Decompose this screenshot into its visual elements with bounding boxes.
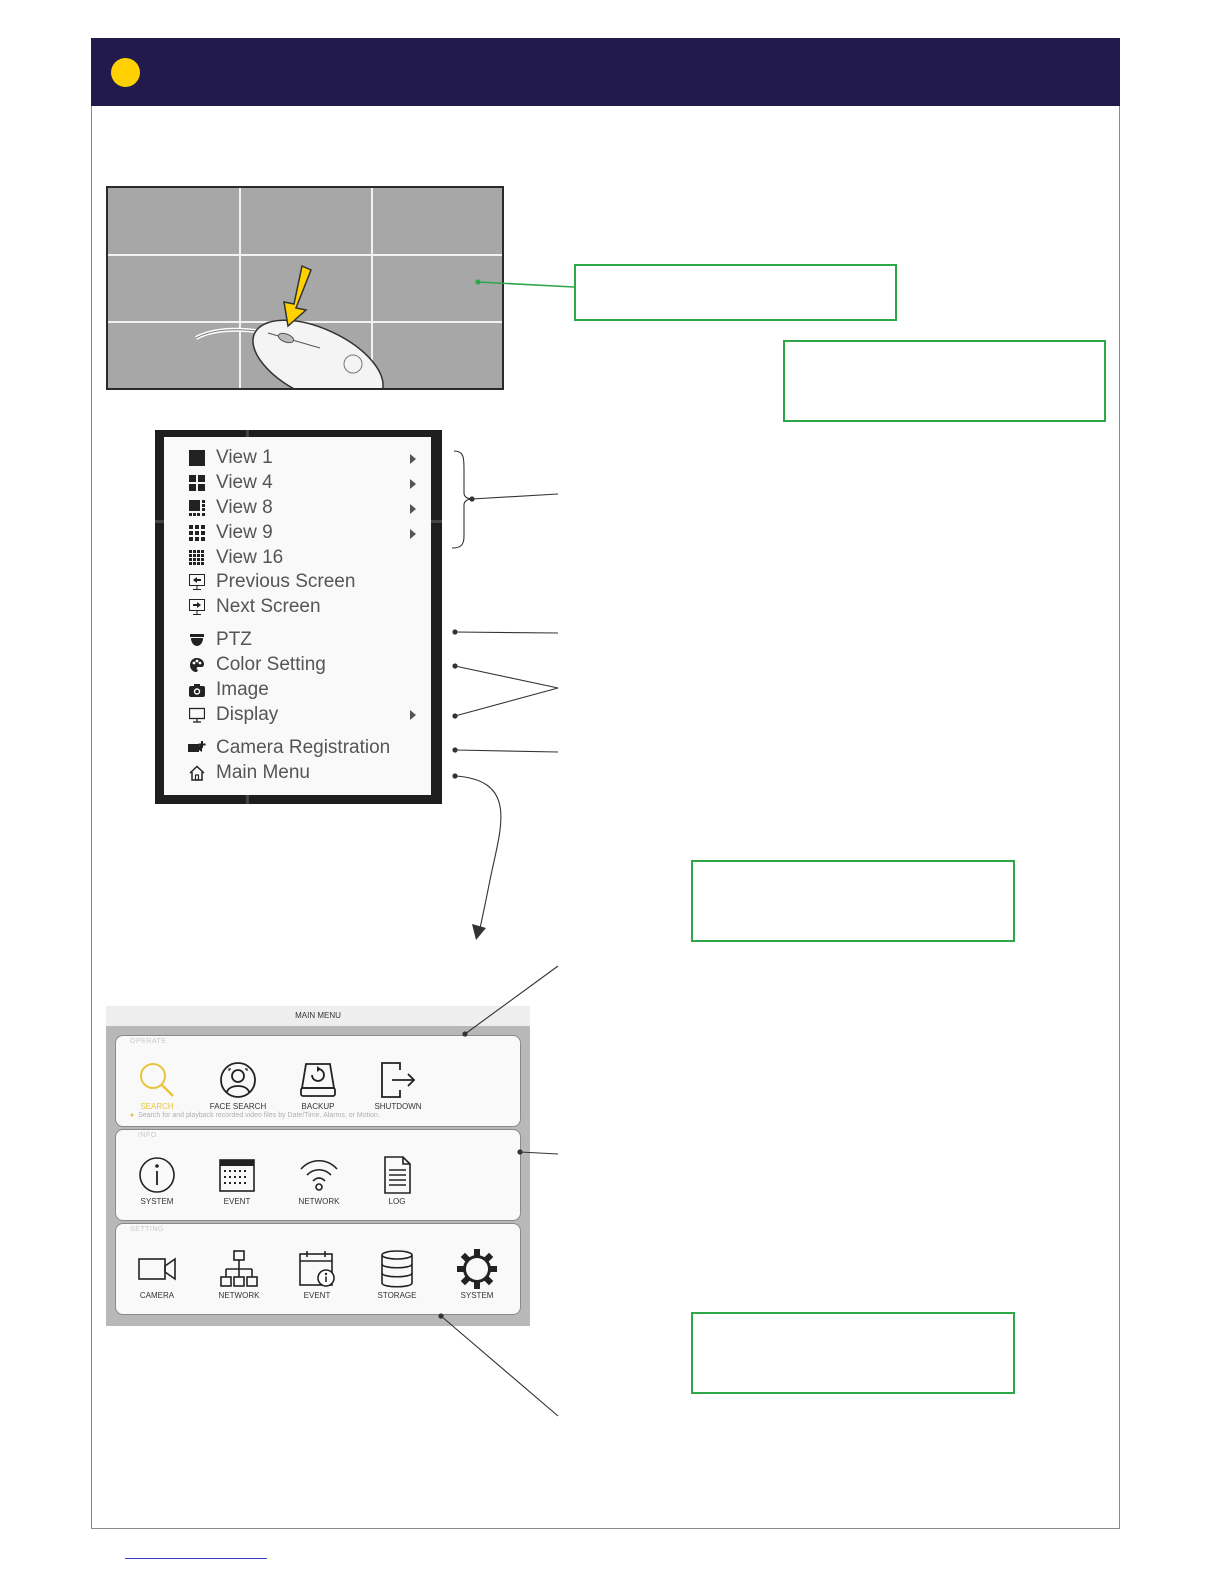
menu-item-main-menu[interactable]: Main Menu [188,761,310,785]
previous-screen-icon [188,573,206,591]
setting-section-label: SETTING [130,1226,164,1233]
tile-shutdown[interactable]: SHUTDOWN [363,1060,433,1111]
tile-setting-storage[interactable]: STORAGE [362,1249,432,1300]
menu-item-camera-registration[interactable]: Camera Registration [188,736,390,760]
footer-link-underline [125,1558,267,1559]
home-icon [188,764,206,782]
tile-setting-system[interactable]: SYSTEM [442,1249,512,1300]
tile-setting-camera[interactable]: CAMERA [122,1249,192,1300]
menu-item-view-4[interactable]: View 4 [188,471,273,495]
tile-face-search[interactable]: FACE SEARCH [203,1060,273,1111]
menu-item-view-16[interactable]: View 16 [188,546,283,570]
calendar-icon [217,1155,257,1195]
grid-16-icon [188,549,206,567]
tile-info-log[interactable]: LOG [362,1155,432,1206]
search-icon [137,1060,177,1100]
grid-9-icon [188,524,206,542]
submenu-arrow-icon [410,710,416,720]
tile-search[interactable]: SEARCH [122,1060,192,1111]
main-menu-title: MAIN MENU [106,1006,530,1026]
camera-registration-icon [188,739,206,757]
info-icon [137,1155,177,1195]
menu-item-view-9[interactable]: View 9 [188,521,273,545]
callout-box-settings [691,1312,1015,1394]
info-section-label: INFO [138,1132,157,1139]
monitor-icon [188,706,206,724]
step-dot [111,58,140,87]
menu-item-color-setting[interactable]: Color Setting [188,653,326,677]
tile-info-system[interactable]: SYSTEM [122,1155,192,1206]
lightbulb-icon: ● [130,1112,135,1119]
menu-item-previous-screen[interactable]: Previous Screen [188,570,355,594]
network-tree-icon [219,1249,259,1289]
mouse-illustration [108,188,504,390]
menu-item-display[interactable]: Display [188,703,278,727]
callout-box-right-click [574,264,897,321]
submenu-arrow-icon [410,454,416,464]
event-calendar-icon [297,1249,337,1289]
menu-item-ptz[interactable]: PTZ [188,628,252,652]
database-icon [377,1249,417,1289]
document-icon [377,1155,417,1195]
camera-grid-screen[interactable] [106,186,504,390]
search-hint: ● Search for and playback recorded video files by Date/Time, Alarms, or Motion. [130,1112,380,1119]
menu-item-image[interactable]: Image [188,678,269,702]
callout-box-menu [783,340,1106,422]
header-bar [91,38,1120,106]
callout-box-main-menu [691,860,1015,942]
palette-icon [188,656,206,674]
next-screen-icon [188,598,206,616]
backup-icon [298,1060,338,1100]
shutdown-icon [378,1060,418,1100]
video-camera-icon [137,1249,177,1289]
tile-setting-network[interactable]: NETWORK [204,1249,274,1300]
tile-info-event[interactable]: EVENT [202,1155,272,1206]
tile-setting-event[interactable]: EVENT [282,1249,352,1300]
grid-4-icon [188,474,206,492]
submenu-arrow-icon [410,504,416,514]
menu-item-view-1[interactable]: View 1 [188,446,273,470]
grid-8-icon [188,499,206,517]
camera-icon [188,681,206,699]
tile-info-network[interactable]: NETWORK [284,1155,354,1206]
single-square-icon [188,449,206,467]
wifi-icon [299,1155,339,1195]
submenu-arrow-icon [410,529,416,539]
submenu-arrow-icon [410,479,416,489]
menu-item-view-8[interactable]: View 8 [188,496,273,520]
gear-icon [457,1249,497,1289]
dome-camera-icon [188,631,206,649]
menu-item-next-screen[interactable]: Next Screen [188,595,321,619]
operate-section-label: OPERATE [130,1038,167,1045]
tile-backup[interactable]: BACKUP [283,1060,353,1111]
face-search-icon [218,1060,258,1100]
